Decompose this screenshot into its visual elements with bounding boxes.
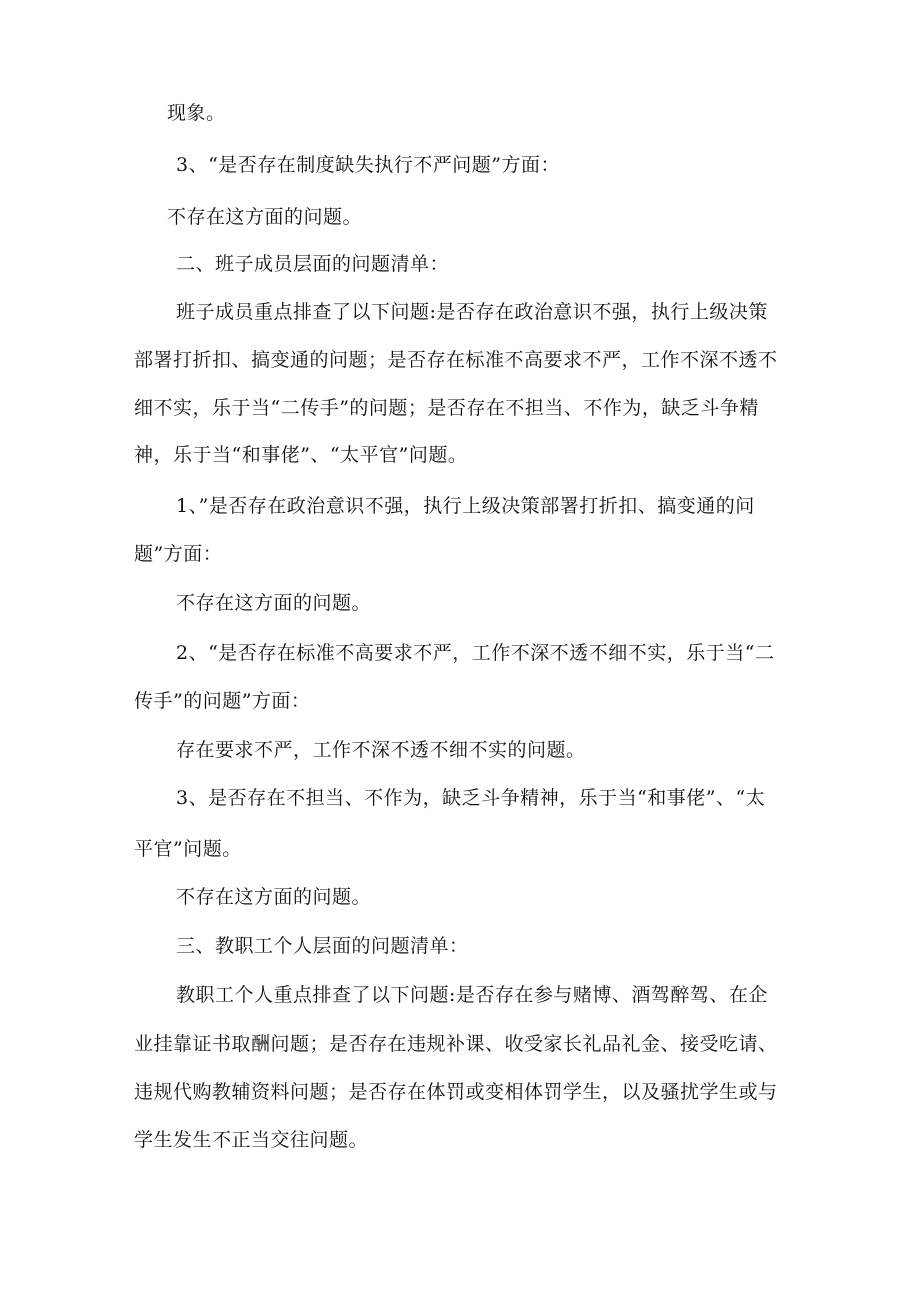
text-line: 不存在这方面的问题。 bbox=[167, 206, 363, 228]
text-line: 业挂靠证书取酬问题；是否存在违规补课、收受家长礼品礼金、接受吃请、 bbox=[134, 1033, 778, 1055]
text-line: 三、教职工个人层面的问题清单： bbox=[176, 935, 469, 957]
text-line: 部署打折扣、搞变通的问题；是否存在标准不高要求不严，工作不深不透不 bbox=[134, 349, 778, 371]
text-line: 教职工个人重点排查了以下问题:是否存在参与赌博、酒驾醉驾、在企 bbox=[176, 984, 768, 1006]
text-line: 现象。 bbox=[167, 102, 226, 124]
text-line: 1、”是否存在政治意识不强，执行上级决策部署打折扣、搞变通的问 bbox=[176, 495, 755, 517]
text-line: 班子成员重点排查了以下问题:是否存在政治意识不强，执行上级决策 bbox=[176, 301, 768, 323]
text-line: 3、“是否存在制度缺失执行不严问题”方面： bbox=[176, 154, 561, 176]
text-line: 神，乐于当“和事佬”、“太平官”问题。 bbox=[134, 444, 468, 466]
text-line: 3、是否存在不担当、不作为，缺乏斗争精神，乐于当“和事佬”、“太 bbox=[176, 787, 766, 809]
text-line: 细不实，乐于当“二传手”的问题；是否存在不担当、不作为，缺乏斗争精 bbox=[134, 397, 759, 419]
text-line: 存在要求不严，工作不深不透不细不实的问题。 bbox=[176, 739, 586, 761]
text-line: 学生发生不正当交往问题。 bbox=[134, 1129, 369, 1151]
text-line: 违规代购教辅资料问题；是否存在体罚或变相体罚学生，以及骚扰学生或与 bbox=[134, 1081, 778, 1103]
text-line: 传手”的问题”方面： bbox=[134, 690, 311, 712]
text-line: 题”方面： bbox=[134, 543, 223, 565]
text-line: 不存在这方面的问题。 bbox=[176, 886, 372, 908]
text-line: 平官”问题。 bbox=[134, 838, 242, 860]
text-line: 二、班子成员层面的问题清单： bbox=[176, 253, 450, 275]
text-line: 不存在这方面的问题。 bbox=[176, 592, 372, 614]
text-line: 2、“是否存在标准不高要求不严，工作不深不透不细不实，乐于当“二 bbox=[176, 642, 775, 664]
